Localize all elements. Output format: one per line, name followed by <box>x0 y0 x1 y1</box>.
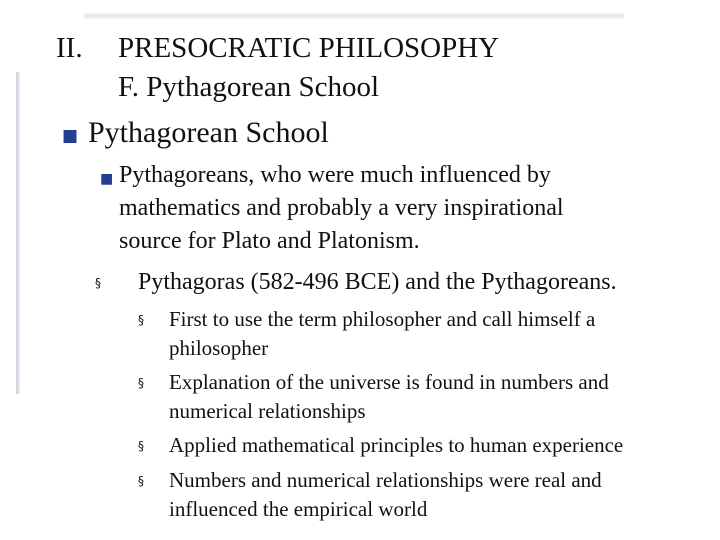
top-decorative-rule <box>84 13 624 19</box>
level3-item-3-line-1: Applied mathematical principles to human experience <box>169 433 624 457</box>
level2-item-1-line-1: Pythagoreans, who were much influenced by <box>119 162 551 188</box>
level2-item-1-line-3: source for Plato and Platonism. <box>119 228 420 254</box>
level2-item-1-line-2: mathematics and probably a very inspirational <box>119 195 564 221</box>
square-bullet-icon: § <box>95 276 101 290</box>
square-bullet-icon: § <box>138 439 144 453</box>
side-decorative-rule <box>16 72 20 394</box>
level1-bullet-text: Pythagorean School <box>88 116 329 149</box>
level3-item-1-line-2: philosopher <box>169 336 269 360</box>
square-bullet-icon: ■ <box>62 126 79 146</box>
title-numeral: II. <box>56 32 83 64</box>
square-bullet-icon: § <box>138 474 144 488</box>
title-line-1: PRESOCRATIC PHILOSOPHY <box>118 32 500 64</box>
square-bullet-icon: § <box>138 313 144 327</box>
level3-item-1-line-1: First to use the term philosopher and call himself a <box>169 307 596 331</box>
level3-item-4-line-2: influenced the empirical world <box>169 497 428 521</box>
level3-item-2-line-2: numerical relationships <box>169 399 366 423</box>
square-bullet-icon: ■ <box>100 171 114 187</box>
level2-item-2-line-1: Pythagoras (582-496 BCE) and the Pythagoreans. <box>138 269 617 295</box>
square-bullet-icon: § <box>138 376 144 390</box>
level3-item-2-line-1: Explanation of the universe is found in numbers and <box>169 370 609 394</box>
level3-item-4-line-1: Numbers and numerical relationships were real and <box>169 468 602 492</box>
title-line-2: F. Pythagorean School <box>118 71 380 103</box>
